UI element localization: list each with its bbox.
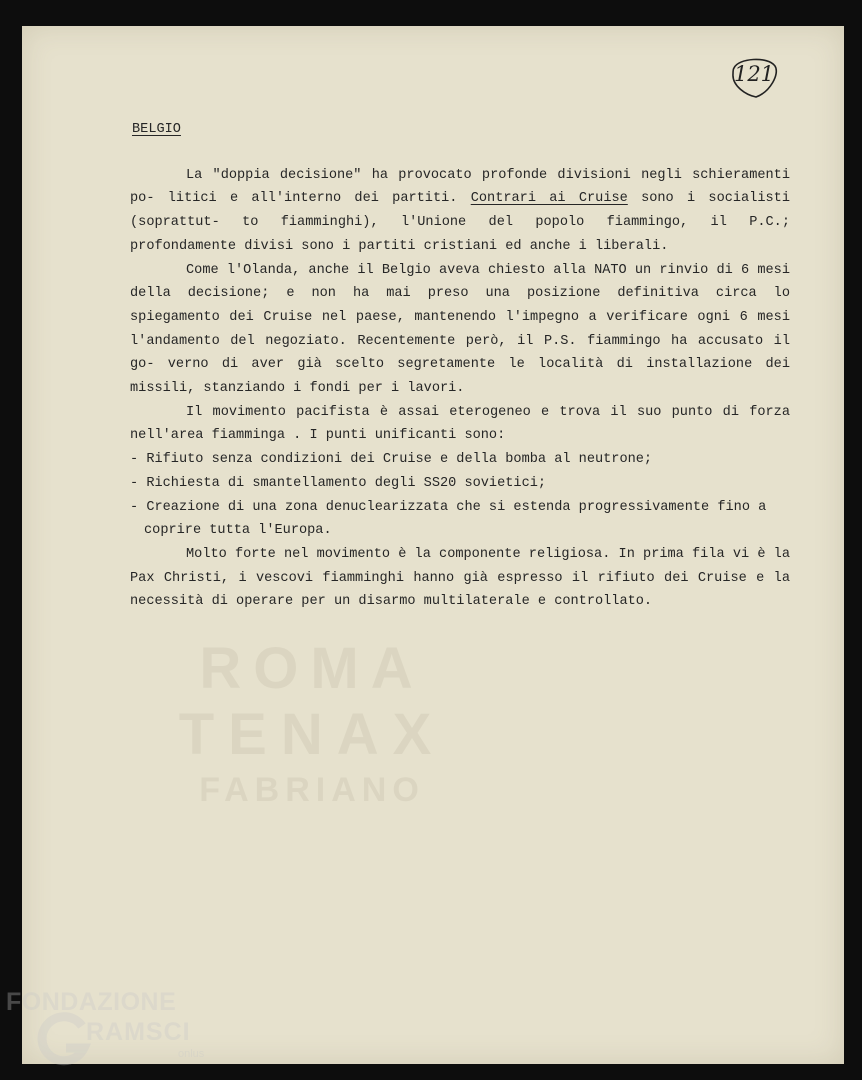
section-heading: BELGIO: [132, 122, 181, 137]
logo-line-2: RAMSCI: [86, 1018, 191, 1046]
document-body: [130, 118, 790, 614]
paragraph-2: Come l'Olanda, anche il Belgio aveva chiesto alla NATO un rinvio di 6 mesi della decisione; e non ha mai preso una posizione definitiva circa lo spiegamento dei Cruise nel paese, mantenendo l'impegno a verificare ogni 6 mesi l'andamento del negoziato. Recentemente però, il P.S. fiammingo ha accusato il go- verno di aver già scelto segretamente le località di installazione dei missili, stanziando i fondi per i lavori.: [130, 262, 790, 397]
handwritten-page-number: [728, 54, 780, 96]
paper-watermark: [172, 636, 452, 812]
logo-line-1: FONDAZIONE: [6, 988, 177, 1016]
logo-g-icon: [36, 1012, 92, 1068]
paragraph-1: La "doppia decisione" ha provocato profonde divisioni negli schieramenti po- litici e all'interno dei partiti. Contrari ai Cruise sono i socialisti (soprattut- to fiamminghi), l'Unione del popolo fiammingo, il P.C.; profondamente divisi sono i partiti cristiani ed anche i liberali.: [130, 167, 790, 254]
list-item: - Creazione di una zona denuclearizzata che si estenda progressivamente fino a coprire tutta l'Europa.: [130, 499, 767, 539]
underlined-phrase: Contrari ai Cruise: [470, 191, 628, 207]
list-item: - Rifiuto senza condizioni dei Cruise e della bomba al neutrone;: [130, 452, 653, 468]
watermark-line-2: TENAX: [178, 702, 446, 767]
paragraph-3: Il movimento pacifista è assai eterogeneo e trova il suo punto di forza nell'area fiamminga . I punti unificanti sono:: [130, 404, 790, 444]
list-item: - Richiesta di smantellamento degli SS20 sovietici;: [130, 475, 547, 491]
logo-suffix: onlus: [178, 1048, 205, 1060]
watermark-line-1: ROMA: [199, 636, 425, 701]
page-number-text: 121: [733, 62, 775, 86]
paragraph-4: Molto forte nel movimento è la componente religiosa. In prima fila vi è la Pax Christi, i vescovi fiamminghi hanno già espresso il rifiuto dei Cruise e la necessità di operare per un disarmo multilaterale e controllato.: [130, 546, 790, 610]
fondazione-gramsci-logo: [6, 988, 216, 1078]
watermark-line-3: FABRIANO: [199, 771, 425, 809]
document-page: [22, 26, 844, 1064]
